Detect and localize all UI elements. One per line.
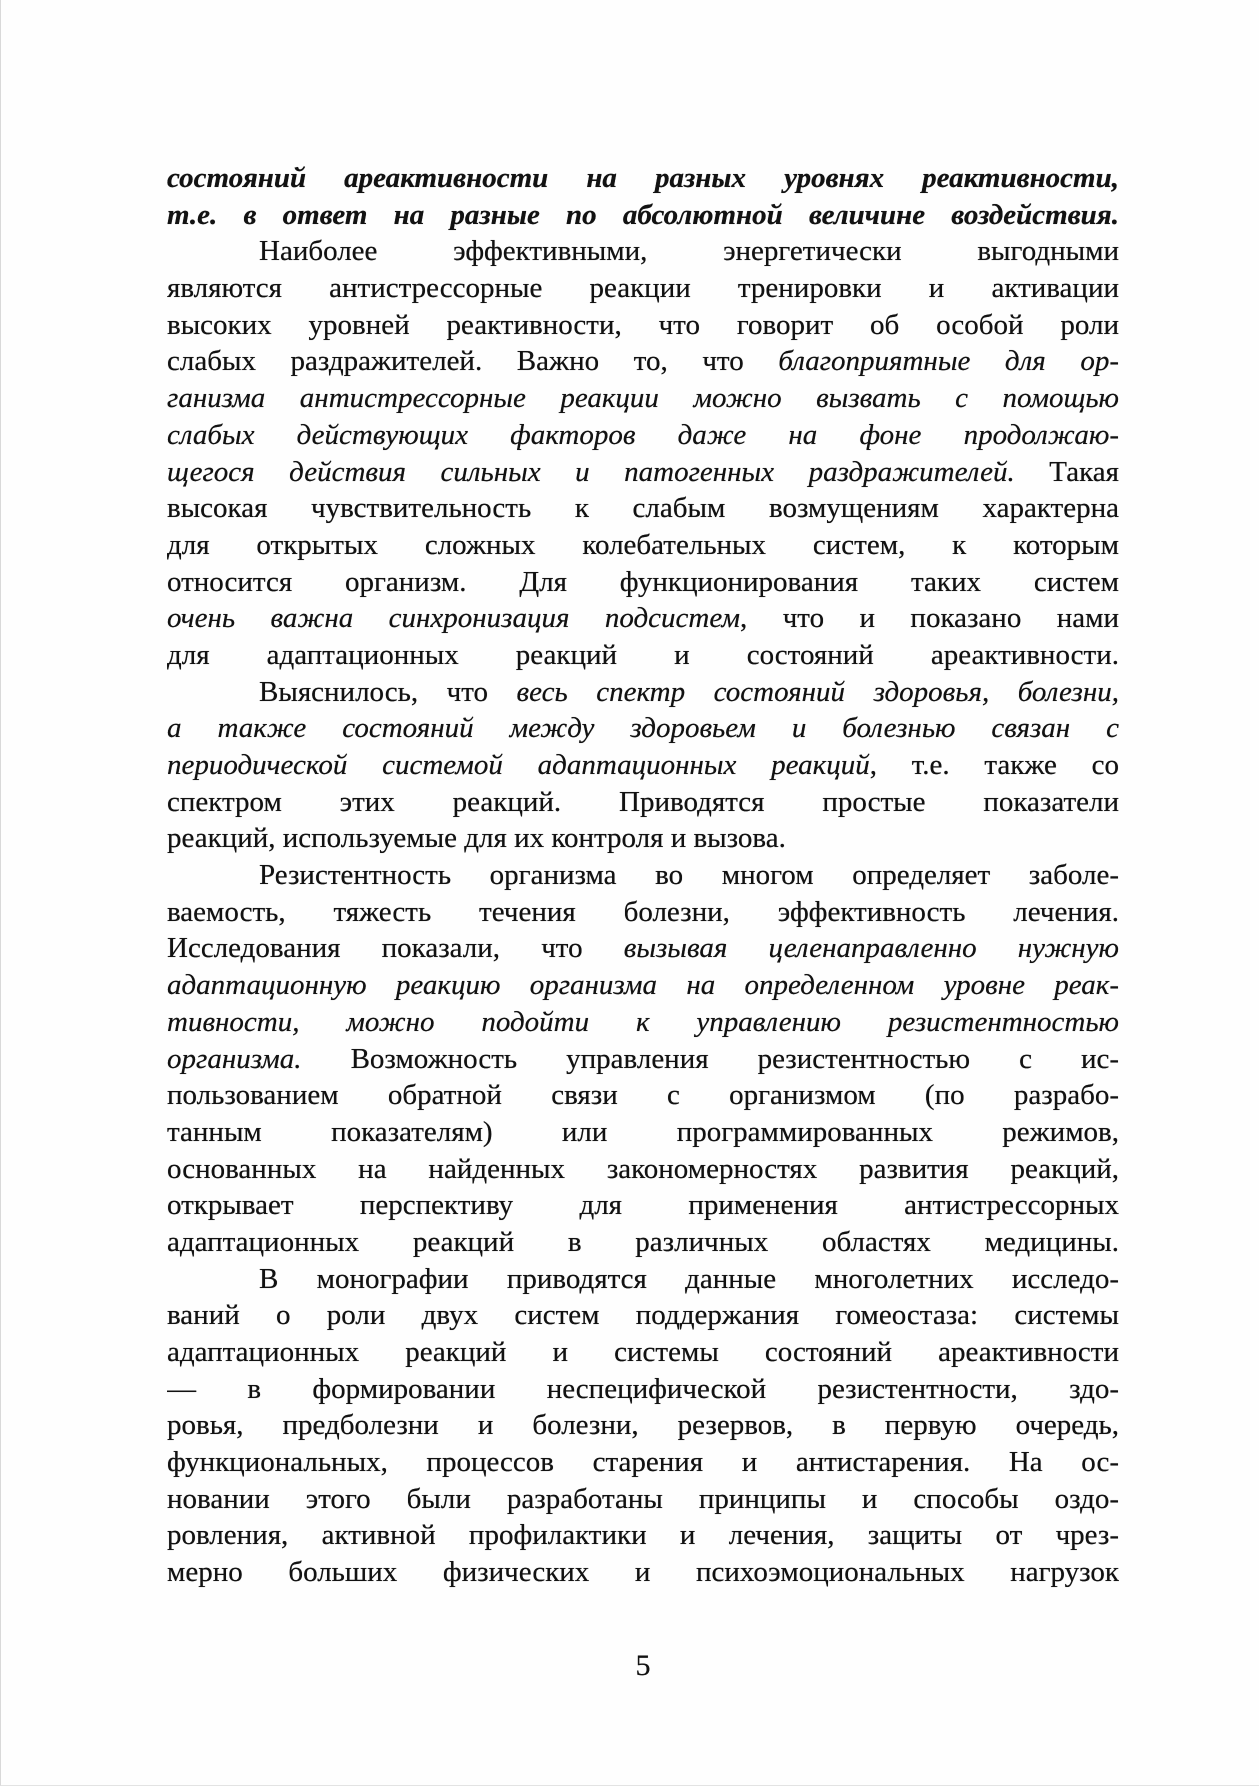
text-segment: весь спектр состояний здоровья, болезни, xyxy=(516,675,1119,708)
text-segment: периодической системой адаптационных реакций xyxy=(167,749,870,781)
text-segment: благоприятные для ор- xyxy=(778,345,1119,378)
text-line xyxy=(167,820,1119,857)
text-line xyxy=(167,1554,1119,1591)
text-segment: ровья, предболезни и болезни, резервов, в первую очередь, xyxy=(167,1409,1119,1442)
text-segment: высокая чувствительность к слабым возмущениям характерна xyxy=(167,492,1119,525)
text-segment: ровления, активной профилактики и лечения, защиты от чрез- xyxy=(167,1519,1119,1552)
text-segment: тивности, можно подойти к управлению резистентностью xyxy=(167,1005,1119,1038)
text-line xyxy=(167,490,1119,527)
text-line xyxy=(167,1004,1119,1041)
text-line xyxy=(167,564,1119,601)
text-line xyxy=(167,1151,1119,1188)
text-segment: функциональных, процессов старения и антистарения. На ос- xyxy=(167,1446,1119,1479)
text-line xyxy=(167,1517,1119,1554)
text-segment: Наиболее эффективными, энергетически выгодными xyxy=(259,235,1119,268)
text-segment: ваемость, тяжесть течения болезни, эффективность лечения. xyxy=(167,895,1119,928)
text-line xyxy=(167,160,1119,197)
text-segment: ваний о роли двух систем поддержания гомеостаза: системы xyxy=(167,1299,1119,1332)
text-segment: основанных на найденных закономерностях развития реакций, xyxy=(167,1152,1119,1185)
text-segment: адаптационных реакций и системы состояний ареактивности xyxy=(167,1336,1119,1368)
text-segment: для открытых сложных колебательных систем, к которым xyxy=(167,528,1119,561)
text-segment: адаптационных реакций в различных областях медицины. xyxy=(167,1225,1119,1258)
text-segment: спектром этих реакций. Приводятся простые показатели xyxy=(167,785,1119,818)
text-line xyxy=(167,1261,1119,1298)
text-segment: слабых действующих факторов даже на фоне продолжаю- xyxy=(167,418,1119,451)
text-line xyxy=(167,454,1119,491)
text-segment: новании этого были разработаны принципы и способы оздо- xyxy=(167,1482,1119,1515)
text-segment: Выяснилось, что xyxy=(259,675,517,708)
text-segment: щегося действия сильных и патогенных раздражителей. xyxy=(167,455,1015,488)
text-line xyxy=(167,674,1119,711)
text-segment: высоких уровней реактивности, что говорит об особой роли xyxy=(167,308,1119,341)
text-segment: Исследования показали, что xyxy=(167,932,624,965)
text-segment: открывает перспективу для применения антистрессорных xyxy=(167,1189,1119,1222)
text-line xyxy=(167,1407,1119,1444)
text-line xyxy=(167,747,1119,784)
text-segment: мерно больших физических и психоэмоциональных нагрузок xyxy=(167,1556,1119,1589)
text-line xyxy=(167,1444,1119,1481)
text-line xyxy=(167,930,1119,967)
text-segment: состояний ареактивности на разных уровнях реактивности, xyxy=(167,162,1119,194)
text-segment: а также состояний между здоровьем и болезнью связан с xyxy=(167,712,1119,745)
text-line xyxy=(167,1224,1119,1261)
text-block xyxy=(167,160,1119,1591)
text-line xyxy=(167,233,1119,270)
text-segment: танным показателям) или программированных режимов, xyxy=(167,1115,1119,1148)
text-line xyxy=(167,710,1119,747)
text-line xyxy=(167,857,1119,894)
text-segment: организма. xyxy=(167,1042,302,1075)
text-line xyxy=(167,967,1119,1004)
text-line xyxy=(167,527,1119,564)
text-segment: являются антистрессорные реакции тренировки и активации xyxy=(167,272,1119,305)
text-line xyxy=(167,1371,1119,1408)
text-segment: , что и показано нами xyxy=(740,602,1119,635)
text-line xyxy=(167,894,1119,931)
text-segment: реакций, используемые для их контроля и вызова. xyxy=(167,822,786,855)
page-number: 5 xyxy=(635,1649,651,1682)
text-segment: ганизма антистрессорные реакции можно вызвать с помощью xyxy=(167,382,1119,415)
text-segment: для адаптационных реакций и состояний ареактивности. xyxy=(167,638,1119,671)
text-segment: адаптационную реакцию организма на определенном уровне реак- xyxy=(167,969,1119,1002)
text-segment: — в формировании неспецифической резистентности, здо- xyxy=(167,1372,1119,1405)
text-line xyxy=(167,1334,1119,1371)
text-segment: Такая xyxy=(1014,455,1119,488)
text-line xyxy=(167,1077,1119,1114)
text-segment: вызывая целенаправленно нужную xyxy=(623,932,1119,965)
text-segment: Возможность управления резистентностью с ис- xyxy=(301,1042,1119,1075)
text-line xyxy=(167,637,1119,674)
text-line xyxy=(167,1297,1119,1334)
text-segment: очень важна синхронизация подсистем xyxy=(167,602,741,635)
text-segment: Резистентность организма во многом определяет заболе- xyxy=(259,859,1119,892)
text-segment: слабых раздражителей. Важно то, что xyxy=(167,345,779,378)
text-segment: относится организм. Для функционирования таких систем xyxy=(167,565,1119,598)
text-segment: , т.е. также со xyxy=(869,749,1119,781)
text-line xyxy=(167,270,1119,307)
text-line xyxy=(167,1481,1119,1518)
text-segment: т.е. в ответ на разные по абсолютной величине воздействия. xyxy=(167,198,1119,231)
text-line xyxy=(167,343,1119,380)
text-line xyxy=(167,1114,1119,1151)
text-segment: В монографии приводятся данные многолетних исследо- xyxy=(259,1262,1119,1295)
text-line xyxy=(167,380,1119,417)
text-segment: пользованием обратной связи с организмом (по разрабо- xyxy=(167,1079,1119,1112)
text-line xyxy=(167,1187,1119,1224)
text-line xyxy=(167,600,1119,637)
text-line xyxy=(167,1041,1119,1078)
text-line xyxy=(167,417,1119,454)
text-line xyxy=(167,307,1119,344)
text-line xyxy=(167,197,1119,234)
text-line xyxy=(167,784,1119,821)
